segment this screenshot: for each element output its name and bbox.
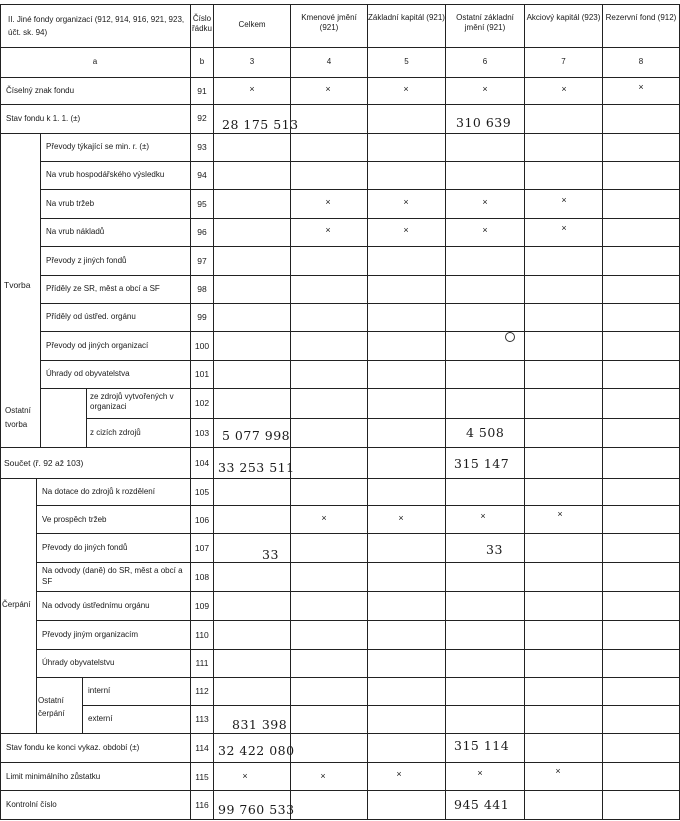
row-number: 110: [195, 630, 209, 640]
row-line: [0, 478, 680, 479]
cerpani-group-line: [36, 478, 37, 733]
group-label-ostatni-cerpani: Ostatní čerpání: [38, 696, 65, 718]
row-label-105: Na dotace do zdrojů k rozdělení: [42, 487, 155, 496]
row-label-102: ze zdrojů vytvořených v organizaci: [90, 392, 174, 411]
row-number: 96: [197, 227, 207, 237]
row-label-93: Převody týkající se min. r. (±): [46, 142, 150, 151]
row-label-114: Stav fondu ke konci vykaz. období (±): [6, 743, 140, 752]
row-label-99: Příděly od ústřed. orgánu: [46, 312, 136, 321]
not-applicable-mark: ×: [561, 195, 567, 205]
col-header-zakladni-kapital: Základní kapitál (921): [368, 13, 445, 22]
value-ostatni-row-107: 33: [486, 542, 503, 557]
value-ostatni-row-103: 4 508: [466, 425, 505, 440]
row-label-113: externí: [88, 714, 113, 723]
row-label-107: Převody do jiných fondů: [42, 543, 128, 552]
not-applicable-mark: ×: [403, 225, 409, 235]
col-header-akciovy-kapital: Akciový kapitál (923): [526, 13, 601, 22]
row-number: 108: [194, 572, 210, 582]
value-celkem-row-104: 33 253 511: [218, 460, 295, 475]
col-line: [367, 4, 368, 819]
group-label-cerpani: Čerpání: [2, 600, 31, 609]
row-line: [40, 303, 680, 304]
not-applicable-mark: ×: [325, 84, 331, 94]
table-border-top: [0, 4, 680, 5]
index-6: 6: [482, 57, 488, 66]
col-line: [445, 4, 446, 819]
not-applicable-mark: ×: [477, 768, 483, 778]
row-number: 113: [195, 714, 209, 724]
row-label-95: Na vrub tržeb: [46, 199, 95, 208]
not-applicable-mark: ×: [396, 769, 402, 779]
group-label-tvorba: Tvorba: [4, 280, 31, 290]
col-header-rezervni-fond: Rezervní fond (912): [605, 13, 677, 22]
row-number: 92: [197, 113, 207, 123]
not-applicable-mark: ×: [482, 197, 488, 207]
row-number: 101: [194, 369, 210, 379]
index-5: 5: [404, 57, 409, 66]
row-label-100: Převody od jiných organizací: [46, 341, 149, 350]
row-number: 112: [195, 686, 209, 696]
row-line: [36, 591, 680, 592]
value-ostatni-row-104: 315 147: [454, 456, 510, 471]
row-label-97: Převody z jiných fondů: [46, 256, 127, 265]
index-4: 4: [326, 57, 332, 66]
not-applicable-mark: ×: [320, 771, 326, 781]
row-label-115: Limit minimálního zůstatku: [6, 772, 101, 781]
value-celkem-row-103: 5 077 998: [222, 428, 291, 443]
value-celkem-row-116: 99 760 533: [218, 802, 295, 817]
row-number: 116: [195, 800, 209, 810]
row-line: [40, 218, 680, 219]
value-celkem-row-113: 831 398: [232, 717, 288, 732]
row-number: 103: [194, 428, 210, 438]
tvorba-group-line: [40, 133, 41, 447]
not-applicable-mark: ×: [403, 197, 409, 207]
row-label-98: Příděly ze SR, měst a obcí a SF: [46, 284, 160, 293]
row-line: [36, 677, 680, 678]
not-applicable-mark: ×: [242, 771, 248, 781]
row-label-94: Na vrub hospodářského výsledku: [46, 170, 165, 179]
col-line: [602, 4, 603, 819]
ostatni-cerpani-line: [82, 677, 83, 733]
row-line: [86, 418, 680, 419]
row-line: [40, 388, 680, 389]
row-label-91: Číselný znak fondu: [6, 86, 75, 95]
not-applicable-mark: ×: [557, 509, 563, 519]
row-line: [0, 790, 680, 791]
row-line: [0, 447, 680, 448]
row-line: [36, 533, 680, 534]
row-number: 95: [197, 199, 207, 209]
row-number: 94: [197, 170, 207, 180]
row-line: [36, 505, 680, 506]
row-line: [0, 133, 680, 134]
row-line: [40, 161, 680, 162]
row-label-108: Na odvody (daně) do SR, měst a obcí a SF: [42, 566, 183, 586]
row-number: 102: [194, 398, 210, 408]
row-line: [40, 275, 680, 276]
value-ostatni-row-92: 310 639: [456, 115, 512, 130]
col-header-kmenove-jmeni: Kmenové jmění (921): [301, 13, 357, 32]
col-header-celkem: Celkem: [238, 20, 266, 29]
row-label-110: Převody jiným organizacím: [42, 630, 139, 639]
row-label-101: Úhrady od obyvatelstva: [46, 369, 130, 378]
row-line: [0, 104, 680, 105]
row-number: 93: [197, 142, 207, 152]
row-line: [40, 331, 680, 332]
not-applicable-mark: ×: [398, 513, 404, 523]
row-number: 91: [197, 86, 207, 96]
row-number: 99: [197, 312, 207, 322]
col-header-ostatni-zakladni-jmeni: Ostatní základní jmění (921): [456, 13, 514, 32]
group-label-ostatni-tvorba: Ostatní tvorba: [5, 406, 31, 429]
row-line: [36, 649, 680, 650]
ostatni-tvorba-line: [86, 388, 87, 447]
index-a: a: [92, 57, 98, 66]
not-applicable-mark: ×: [561, 84, 567, 94]
row-label-106: Ve prospěch tržeb: [42, 515, 107, 524]
row-number: 115: [195, 772, 209, 782]
row-number: 114: [195, 743, 209, 753]
form-section-title: II. Jiné fondy organizací (912, 914, 916, 921, 923, účt. sk. 94): [8, 15, 185, 37]
row-number: 107: [194, 543, 210, 553]
row-number: 97: [197, 256, 207, 266]
row-label-96: Na vrub nákladů: [46, 227, 105, 236]
row-number: 105: [194, 487, 210, 497]
row-label-109: Na odvody ústřednímu orgánu: [42, 601, 150, 610]
not-applicable-mark: ×: [482, 225, 488, 235]
value-ostatni-row-116: 945 441: [454, 797, 510, 812]
row-line: [82, 705, 680, 706]
row-number: 109: [194, 601, 210, 611]
row-label-112: interní: [88, 686, 111, 695]
index-b: b: [199, 57, 205, 66]
not-applicable-mark: ×: [321, 513, 327, 523]
table-border-left: [0, 4, 1, 819]
row-line: [36, 620, 680, 621]
not-applicable-mark: ×: [482, 84, 488, 94]
value-celkem-row-114: 32 422 080: [218, 743, 295, 758]
value-celkem-row-107: 33: [262, 547, 279, 562]
row-number: 111: [195, 658, 209, 668]
value-ostatni-row-114: 315 114: [454, 738, 510, 753]
value-celkem-row-92: 28 175 513: [222, 117, 299, 132]
row-label-111: Úhrady obyvatelstvu: [42, 658, 115, 667]
index-3: 3: [249, 57, 255, 66]
row-line: [0, 762, 680, 763]
row-number: 104: [194, 458, 210, 468]
not-applicable-mark: ×: [555, 766, 561, 776]
not-applicable-mark: ×: [638, 82, 644, 92]
row-number: 106: [194, 515, 210, 525]
not-applicable-mark: ×: [480, 511, 486, 521]
row-line: [0, 733, 680, 734]
row-line: [36, 562, 680, 563]
row-line: [0, 77, 680, 78]
not-applicable-mark: ×: [561, 223, 567, 233]
index-8: 8: [638, 57, 644, 66]
row-line: [40, 189, 680, 190]
not-applicable-mark: ×: [325, 225, 331, 235]
row-number: 100: [194, 341, 210, 351]
not-applicable-mark: ×: [403, 84, 409, 94]
col-line: [190, 4, 191, 819]
row-label-116: Kontrolní číslo: [6, 800, 57, 809]
not-applicable-mark: ×: [325, 197, 331, 207]
index-7: 7: [561, 57, 566, 66]
row-label-103: z cizích zdrojů: [90, 428, 141, 437]
row-number-header: Číslo řádku: [191, 14, 212, 33]
row-label-104: Součet (ř. 92 až 103): [4, 458, 84, 468]
col-line: [213, 4, 214, 819]
row-line: [40, 360, 680, 361]
header-divider: [0, 47, 680, 48]
not-applicable-mark: ×: [249, 84, 255, 94]
scan-mark: [505, 332, 515, 342]
row-line: [40, 246, 680, 247]
table-border-bottom: [0, 819, 680, 820]
col-line: [524, 4, 525, 819]
row-number: 98: [197, 284, 207, 294]
row-label-92: Stav fondu k 1. 1. (±): [6, 114, 81, 123]
